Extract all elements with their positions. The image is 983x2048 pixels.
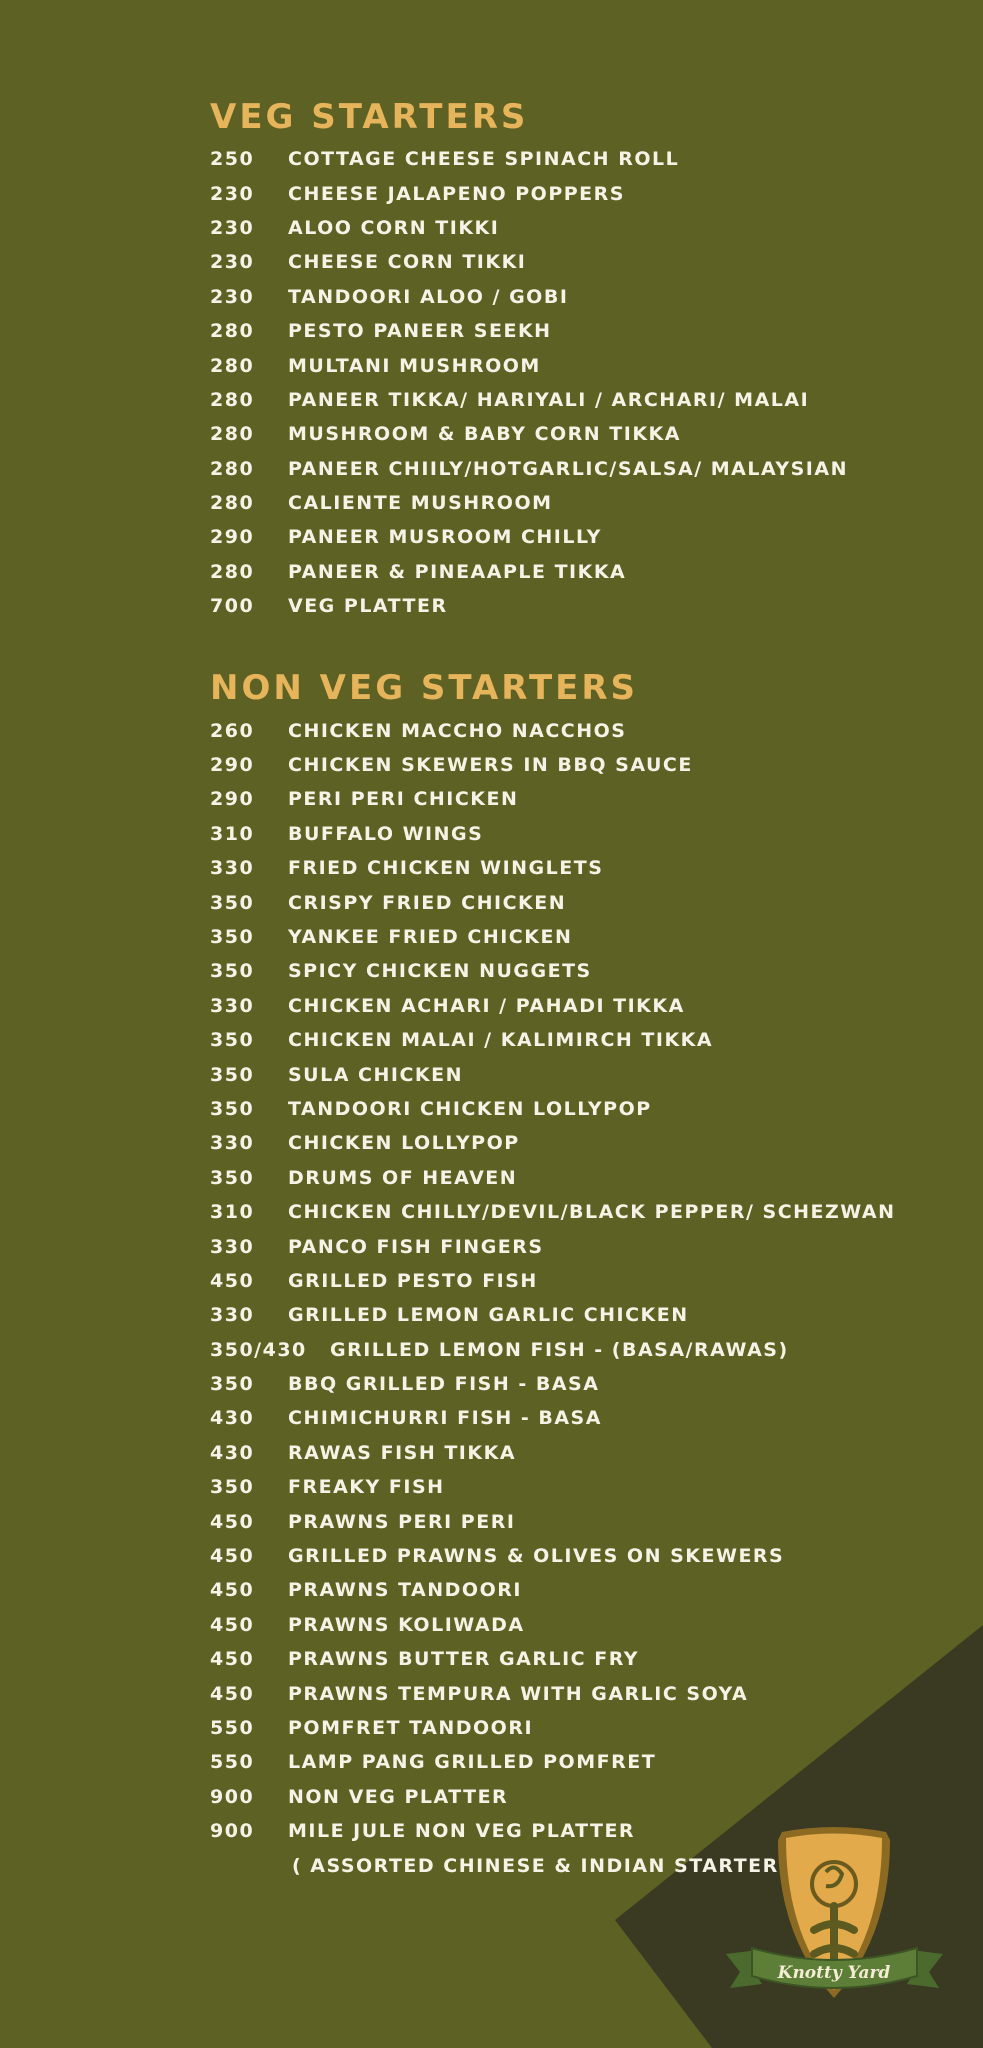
item-price: 280 (210, 388, 255, 411)
menu-item (210, 1367, 950, 1401)
item-name: MILE JULE NON VEG PLATTER (288, 1820, 636, 1843)
item-name: PANEER CHIILY/HOTGARLIC/SALSA/ MALAYSIAN (288, 457, 848, 480)
menu-item (210, 452, 950, 486)
menu-item (210, 1436, 950, 1470)
veg-starters-section (210, 92, 950, 623)
item-name: MUSHROOM & BABY CORN TIKKA (288, 423, 681, 446)
menu-item (210, 1298, 950, 1332)
menu-item (210, 1745, 950, 1779)
item-name: BUFFALO WINGS (288, 822, 484, 845)
item-price: 350 (210, 960, 255, 983)
item-price: 350 (210, 1097, 255, 1120)
item-name: SPICY CHICKEN NUGGETS (288, 960, 592, 983)
item-name: POMFRET TANDOORI (288, 1716, 534, 1739)
non-veg-starters-heading: NON VEG STARTERS (210, 668, 639, 709)
menu-item (210, 417, 950, 451)
item-price: 350 (210, 1476, 255, 1499)
item-name: DRUMS OF HEAVEN (288, 1166, 518, 1189)
menu-item (210, 176, 950, 210)
menu-item (210, 1126, 950, 1160)
item-name: GRILLED PRAWNS & OLIVES ON SKEWERS (288, 1545, 785, 1568)
item-price: 330 (210, 1132, 255, 1155)
item-name: CHEESE JALAPENO POPPERS (288, 182, 625, 205)
item-name: GRILLED LEMON FISH - (BASA/RAWAS) (330, 1338, 789, 1361)
item-name: LAMP PANG GRILLED POMFRET (288, 1751, 657, 1774)
veg-starters-list (210, 142, 950, 623)
item-price: 290 (210, 526, 255, 549)
veg-starters-heading: VEG STARTERS (210, 97, 529, 137)
item-price: 450 (210, 1269, 255, 1292)
menu-item (210, 1333, 950, 1367)
item-price: 350 (210, 926, 255, 948)
menu-item (210, 1229, 950, 1263)
item-price: 330 (210, 994, 255, 1017)
item-price: 450 (210, 1682, 255, 1705)
menu-item (210, 383, 950, 417)
item-price: 450 (210, 1510, 255, 1533)
item-name: CALIENTE MUSHROOM (288, 492, 553, 515)
item-price: 550 (210, 1751, 255, 1774)
item-price: 450 (210, 1579, 255, 1602)
item-price: 450 (210, 1648, 255, 1671)
menu-item (210, 348, 950, 382)
item-name: TANDOORI CHICKEN LOLLYPOP (288, 1097, 652, 1120)
non-veg-starters-section (210, 663, 950, 1882)
item-price: 900 (210, 1785, 255, 1808)
item-name: PERI PERI CHICKEN (288, 788, 519, 811)
item-price: 550 (210, 1716, 255, 1739)
menu-item (210, 555, 950, 589)
item-price: 330 (210, 1304, 255, 1327)
item-name: RAWAS FISH TIKKA (288, 1441, 517, 1464)
menu-item (210, 782, 950, 816)
item-price: 330 (210, 1235, 255, 1258)
item-price: 250 (210, 148, 255, 171)
item-price: 430 (210, 1407, 255, 1430)
menu-item (210, 1504, 950, 1538)
item-name: CHICKEN LOLLYPOP (288, 1132, 520, 1155)
menu-item (210, 245, 950, 279)
item-price: 700 (210, 595, 255, 618)
item-name: CHICKEN CHILLY/DEVIL/BLACK PEPPER/ SCHEZWAN (288, 1201, 896, 1224)
menu-item (210, 713, 950, 747)
menu-item (210, 520, 950, 554)
item-price: 280 (210, 457, 255, 480)
item-price: 350 (210, 1029, 255, 1052)
item-price: 230 (210, 182, 255, 205)
item-name: PANCO FISH FINGERS (288, 1235, 544, 1258)
item-price: 900 (210, 1820, 255, 1843)
item-price: 350 (210, 891, 255, 914)
menu-item (210, 1711, 950, 1745)
item-price: 290 (210, 788, 255, 811)
menu (210, 92, 950, 1883)
item-name: PANEER MUSROOM CHILLY (288, 526, 602, 549)
item-price: 280 (210, 560, 255, 583)
menu-item (210, 1573, 950, 1607)
menu-item (210, 989, 950, 1023)
item-price: 230 (210, 251, 255, 274)
menu-item (210, 1092, 950, 1126)
menu-item (210, 1264, 950, 1298)
item-price: 230 (210, 216, 255, 239)
item-price: 350 (210, 1063, 255, 1086)
item-price: 430 (210, 1441, 255, 1464)
menu-item (210, 885, 950, 919)
item-name: CHICKEN MACCHO NACCHOS (288, 719, 627, 742)
item-price: 350 (210, 1166, 255, 1189)
menu-item (210, 1608, 950, 1642)
item-price: 290 (210, 754, 255, 777)
item-name: CHICKEN SKEWERS IN BBQ SAUCE (288, 754, 693, 777)
item-name: PRAWNS TEMPURA WITH GARLIC SOYA (288, 1682, 749, 1705)
menu-item (210, 920, 950, 954)
item-note: ( ASSORTED CHINESE & INDIAN STARTER (292, 1854, 779, 1877)
menu-item (210, 142, 950, 176)
item-name: PRAWNS BUTTER GARLIC FRY (288, 1648, 640, 1671)
item-name: PRAWNS KOLIWADA (288, 1613, 525, 1636)
menu-item (210, 1161, 950, 1195)
item-price: 280 (210, 423, 255, 446)
menu-item (210, 1195, 950, 1229)
item-name: FRIED CHICKEN WINGLETS (288, 857, 604, 880)
menu-item (210, 589, 950, 623)
item-name: CRISPY FRIED CHICKEN (288, 891, 567, 914)
item-name: TANDOORI ALOO / GOBI (288, 285, 569, 308)
item-price: 350/430 (210, 1338, 307, 1361)
section-gap (210, 623, 950, 663)
menu-item (210, 1470, 950, 1504)
item-price: 450 (210, 1613, 255, 1636)
menu-item (210, 314, 950, 348)
item-name: CHEESE CORN TIKKI (288, 251, 527, 274)
non-veg-starters-list (210, 713, 950, 1882)
item-name: NON VEG PLATTER (288, 1785, 509, 1808)
item-name: BBQ GRILLED FISH - BASA (288, 1373, 600, 1396)
knotty-yard-logo (722, 1826, 947, 2006)
item-name: GRILLED PESTO FISH (288, 1269, 538, 1292)
item-price: 230 (210, 285, 255, 308)
item-name: PESTO PANEER SEEKH (288, 320, 552, 343)
item-name: GRILLED LEMON GARLIC CHICKEN (288, 1304, 689, 1327)
logo-text: Knotty Yard (777, 1963, 891, 1983)
item-name: CHICKEN MALAI / KALIMIRCH TIKKA (288, 1029, 714, 1052)
menu-item (210, 1642, 950, 1676)
menu-item (210, 1780, 950, 1814)
item-name: CHIMICHURRI FISH - BASA (288, 1407, 602, 1430)
item-name: COTTAGE CHEESE SPINACH ROLL (288, 148, 680, 171)
item-name: ALOO CORN TIKKI (288, 216, 500, 239)
item-name: MULTANI MUSHROOM (288, 354, 541, 377)
item-price: 280 (210, 320, 255, 343)
item-name: PRAWNS TANDOORI (288, 1579, 522, 1602)
item-name: YANKEE FRIED CHICKEN (288, 926, 573, 948)
menu-item (210, 748, 950, 782)
item-price: 310 (210, 1201, 255, 1224)
menu-item (210, 1057, 950, 1091)
menu-item (210, 851, 950, 885)
item-name: FREAKY FISH (288, 1476, 445, 1499)
menu-item (210, 1539, 950, 1573)
item-name: VEG PLATTER (288, 595, 448, 618)
item-name: PANEER & PINEAAPLE TIKKA (288, 560, 627, 583)
menu-item (210, 486, 950, 520)
menu-item (210, 954, 950, 988)
item-price: 280 (210, 354, 255, 377)
item-name: PANEER TIKKA/ HARIYALI / ARCHARI/ MALAI (288, 388, 810, 411)
item-name: SULA CHICKEN (288, 1063, 464, 1086)
item-name: CHICKEN ACHARI / PAHADI TIKKA (288, 994, 685, 1017)
menu-item (210, 1401, 950, 1435)
item-price: 330 (210, 857, 255, 880)
item-price: 350 (210, 1373, 255, 1396)
item-price: 260 (210, 719, 255, 742)
item-name: PRAWNS PERI PERI (288, 1510, 516, 1533)
menu-item (210, 1676, 950, 1710)
menu-item (210, 1023, 950, 1057)
menu-item (210, 280, 950, 314)
menu-item (210, 817, 950, 851)
item-price: 310 (210, 822, 255, 845)
item-price: 280 (210, 492, 255, 515)
menu-item (210, 211, 950, 245)
item-price: 450 (210, 1545, 255, 1568)
